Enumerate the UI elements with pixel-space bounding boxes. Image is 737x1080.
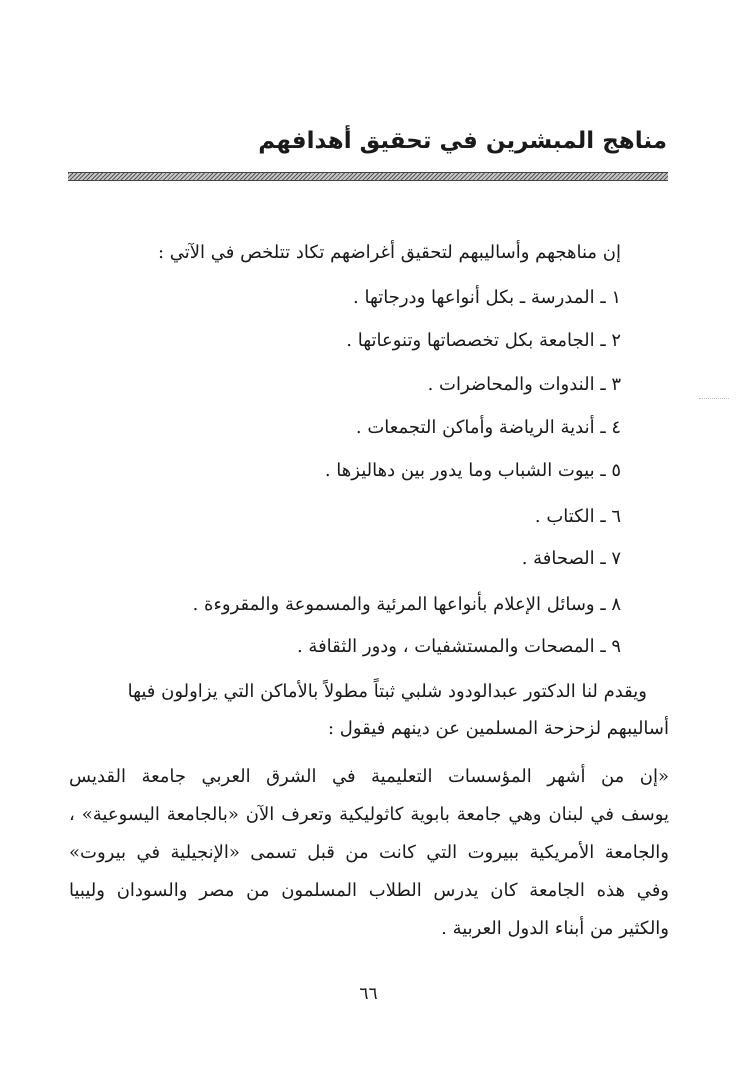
list-item: ٢ ـ الجامعة بكل تخصصاتها وتنوعاتها . xyxy=(346,330,621,351)
header-rule xyxy=(68,172,668,181)
list-item: ١ ـ المدرسة ـ بكل أنواعها ودرجاتها . xyxy=(353,287,621,308)
list-item: ٣ ـ الندوات والمحاضرات . xyxy=(427,374,621,395)
list-item: ٥ ـ بيوت الشباب وما يدور بين دهاليزها . xyxy=(324,460,621,481)
quote-line: والجامعة الأمريكية ببيروت التي كانت من قبل تسمى «الإنجيلية في بيروت» xyxy=(69,842,669,863)
list-item: ٦ ـ الكتاب . xyxy=(534,506,621,527)
list-item: ٧ ـ الصحافة . xyxy=(521,548,621,569)
quote-line: وفي هذه الجامعة كان يدرس الطلاب المسلمون من مصر والسودان وليبيا xyxy=(69,880,669,901)
list-item: ٤ ـ أندية الرياضة وأماكن التجمعات . xyxy=(355,417,621,438)
quote-line: يوسف في لبنان وهي جامعة بابوية كاثوليكية وتعرف الآن «بالجامعة اليسوعية» ، xyxy=(69,804,669,825)
paragraph-line: أساليبهم لزحزحة المسلمين عن دينهم فيقول : xyxy=(328,718,669,739)
list-item: ٩ ـ المصحات والمستشفيات ، ودور الثقافة . xyxy=(296,636,621,657)
list-item: ٨ ـ وسائل الإعلام بأنواعها المرئية والمسموعة والمقروءة . xyxy=(192,594,621,615)
paragraph-line: ويقدم لنا الدكتور عبدالودود شلبي ثبتاً مطولاً بالأماكن التي يزاولون فيها xyxy=(127,681,647,702)
running-header-title: مناهج المبشرين في تحقيق أهدافهم xyxy=(258,128,667,154)
quote-line: والكثير من أبناء الدول العربية . xyxy=(441,918,669,939)
margin-mark xyxy=(699,398,729,401)
intro-line: إن مناهجهم وأساليبهم لتحقيق أغراضهم تكاد تتلخص في الآتي : xyxy=(157,242,621,263)
quote-line: «إن من أشهر المؤسسات التعليمية في الشرق العربي جامعة القديس xyxy=(69,766,669,787)
page-number: ٦٦ xyxy=(359,984,378,1004)
